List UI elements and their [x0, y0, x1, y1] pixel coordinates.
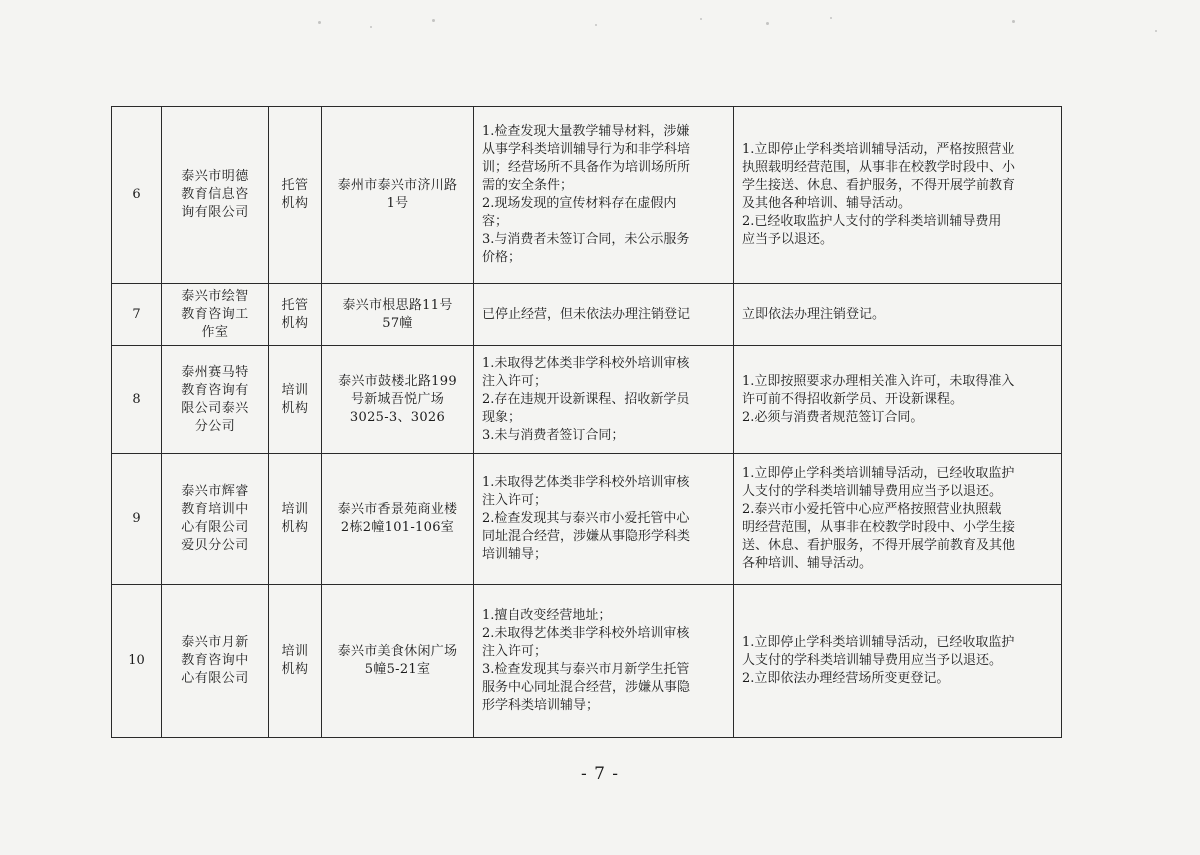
row-number-cell: 6: [112, 107, 162, 284]
address-cell: [322, 454, 474, 585]
scan-speck: [432, 19, 435, 22]
table-row: [112, 585, 1062, 738]
rectification-line: 1.立即停止学科类培训辅导活动，已经收取监护: [742, 466, 1015, 481]
issues-found-line: 需的安全条件；: [482, 178, 574, 193]
organization-type-cell: [269, 284, 322, 346]
organization-name-cell: [162, 284, 269, 346]
row-number-cell: 8: [112, 346, 162, 454]
organization-type-line: 机构: [281, 196, 309, 211]
issues-found-line: 2.存在违规开设新课程、招收新学员: [482, 391, 690, 407]
organization-type-cell: [269, 454, 322, 585]
issues-found-line: 3.检查发现其与泰兴市月新学生托管: [482, 662, 690, 677]
organization-type-line: 托管: [281, 178, 309, 193]
issues-found-line: 1.检查发现大量教学辅导材料，涉嫌: [482, 124, 690, 139]
address-line: 泰兴市鼓楼北路199: [338, 373, 457, 389]
rectification-line: 2.必须与消费者规范签订合同。: [742, 409, 924, 425]
issues-found-line: 3.与消费者未签订合同，未公示服务: [482, 232, 690, 247]
rectification-cell: [734, 585, 1062, 738]
rectification-line: 2.已经收取监护人支付的学科类培训辅导费用: [742, 214, 1002, 229]
address-line: 泰兴市美食休闲广场: [337, 644, 458, 659]
organization-type-line: 培训: [281, 644, 309, 659]
issues-found-line: 已停止经营，但未依法办理注销登记: [482, 306, 691, 322]
issues-found-line: 容；: [482, 214, 509, 229]
scan-speck: [700, 18, 702, 20]
organization-name-line: 教育培训中: [181, 502, 249, 517]
issues-found-line: 训；经营场所不具备作为培训场所所: [482, 160, 691, 175]
address-line: 5幢5-21室: [364, 662, 431, 677]
rectification-cell: [734, 284, 1062, 346]
issues-found-line: 1.擅自改变经营地址；: [482, 608, 612, 623]
rectification-line: 学生接送、休息、看护服务，不得开展学前教育: [742, 178, 1016, 193]
organization-name-line: 泰兴市明德: [181, 169, 249, 184]
issues-found-line: 2.检查发现其与泰兴市小爱托管中心: [482, 511, 690, 526]
rectification-cell: [734, 454, 1062, 585]
rectification-line: 立即依法办理注销登记。: [742, 306, 886, 322]
organization-name-line: 泰兴市绘智: [181, 288, 249, 304]
issues-found-cell: [474, 585, 734, 738]
rectification-line: 人支付的学科类培训辅导费用应当予以退还。: [742, 484, 1003, 499]
scan-speck: [766, 22, 769, 25]
organization-name-line: 教育咨询有: [181, 382, 249, 398]
rectification-line: 应当予以退还。: [742, 232, 834, 247]
rectification-cell: [734, 346, 1062, 454]
rectification-line: 人支付的学科类培训辅导费用应当予以退还。: [742, 653, 1003, 668]
organization-name-line: 泰兴市月新: [181, 635, 249, 650]
scan-speck: [1012, 20, 1015, 23]
rectification-line: 2.泰兴市小爱托管中心应严格按照营业执照载: [742, 502, 1002, 517]
issues-found-line: 注入许可；: [482, 373, 548, 389]
issues-found-line: 注入许可；: [482, 644, 548, 659]
issues-found-line: 3.未与消费者签订合同；: [482, 427, 625, 443]
table-row: [112, 454, 1062, 585]
address-line: 号新城吾悦广场: [350, 391, 445, 407]
row-number-cell: 7: [112, 284, 162, 346]
address-line: 泰州市泰兴市济川路: [337, 178, 458, 193]
rectification-line: 1.立即停止学科类培训辅导活动，严格按照营业: [742, 142, 1015, 157]
organization-type-cell: [269, 107, 322, 284]
organization-name-cell: [162, 585, 269, 738]
organization-name-cell: [162, 346, 269, 454]
organization-name-line: 询有限公司: [181, 205, 249, 220]
issues-found-line: 1.未取得艺体类非学科校外培训审核: [482, 475, 690, 490]
scan-speck: [370, 26, 372, 28]
rectification-line: 执照载明经营范围，从事非在校教学时段中、小: [742, 160, 1016, 175]
rectification-line: 各种培训、辅导活动。: [742, 556, 873, 571]
address-cell: [322, 284, 474, 346]
table-row: [112, 107, 1062, 284]
issues-found-line: 价格；: [482, 250, 522, 265]
organization-name-line: 教育信息咨: [181, 187, 249, 202]
address-cell: [322, 346, 474, 454]
issues-found-cell: [474, 454, 734, 585]
rectification-line: 许可前不得招收新学员、开设新课程。: [742, 391, 964, 407]
organization-name-line: 作室: [201, 324, 229, 340]
address-line: 泰兴市根思路11号: [342, 297, 453, 313]
rectification-line: 明经营范围，从事非在校教学时段中、小学生接: [742, 520, 1016, 535]
organization-type-line: 托管: [281, 297, 309, 313]
issues-found-cell: [474, 346, 734, 454]
organization-name-line: 心有限公司: [181, 520, 249, 535]
organization-name-line: 分公司: [194, 418, 236, 434]
address-line: 泰兴市香景苑商业楼: [337, 502, 458, 517]
address-line: 1号: [386, 196, 409, 211]
table-row: [112, 346, 1062, 454]
issues-found-line: 服务中心同址混合经营，涉嫌从事隐: [482, 680, 691, 695]
issues-found-cell: [474, 107, 734, 284]
address-cell: [322, 107, 474, 284]
scan-speck: [318, 21, 321, 24]
rectification-line: 1.立即停止学科类培训辅导活动，已经收取监护: [742, 635, 1015, 650]
page-number: - 7 -: [580, 764, 620, 784]
issues-found-line: 2.现场发现的宣传材料存在虚假内: [482, 196, 677, 211]
organization-name-line: 限公司泰兴: [181, 400, 249, 416]
issues-found-line: 现象；: [482, 409, 522, 425]
address-line: 2栋2幢101-106室: [340, 520, 455, 535]
organization-type-cell: [269, 585, 322, 738]
table-row: [112, 284, 1062, 346]
organization-type-line: 培训: [281, 502, 309, 517]
address-cell: [322, 585, 474, 738]
scan-speck: [830, 17, 832, 19]
scan-speck: [595, 24, 597, 26]
organization-type-line: 培训: [281, 382, 309, 398]
organization-type-line: 机构: [281, 400, 309, 416]
rectification-line: 及其他各种培训、辅导活动。: [742, 196, 912, 211]
issues-found-line: 同址混合经营，涉嫌从事隐形学科类: [482, 529, 691, 544]
issues-found-line: 从事学科类培训辅导行为和非学科培: [482, 142, 691, 157]
table-body: [112, 107, 1062, 738]
inspection-results-table: [111, 106, 1062, 738]
organization-name-line: 心有限公司: [181, 671, 249, 686]
rectification-line: 2.立即依法办理经营场所变更登记。: [742, 671, 950, 686]
issues-found-line: 培训辅导；: [482, 547, 548, 562]
issues-found-line: 注入许可；: [482, 493, 548, 508]
organization-type-line: 机构: [281, 662, 309, 677]
organization-type-line: 机构: [281, 520, 309, 535]
rectification-line: 送、休息、看护服务，不得开展学前教育及其他: [742, 538, 1016, 553]
rectification-line: 1.立即按照要求办理相关准入许可，未取得准入: [742, 373, 1015, 389]
issues-found-cell: [474, 284, 734, 346]
organization-name-line: 教育咨询中: [181, 653, 249, 668]
issues-found-line: 形学科类培训辅导；: [482, 698, 600, 713]
row-number-cell: 10: [112, 585, 162, 738]
organization-name-cell: [162, 454, 269, 585]
organization-name-line: 爱贝分公司: [181, 538, 249, 553]
scan-speck: [1155, 30, 1157, 32]
address-line: 57幢: [382, 315, 413, 331]
rectification-cell: [734, 107, 1062, 284]
organization-type-line: 机构: [281, 315, 309, 331]
organization-name-cell: [162, 107, 269, 284]
issues-found-line: 2.未取得艺体类非学科校外培训审核: [482, 626, 690, 641]
organization-name-line: 泰州赛马特: [181, 364, 249, 380]
organization-type-cell: [269, 346, 322, 454]
organization-name-line: 教育咨询工: [181, 306, 249, 322]
row-number-cell: 9: [112, 454, 162, 585]
address-line: 3025-3、3026: [349, 409, 446, 425]
organization-name-line: 泰兴市辉睿: [181, 484, 249, 499]
issues-found-line: 1.未取得艺体类非学科校外培训审核: [482, 355, 690, 371]
